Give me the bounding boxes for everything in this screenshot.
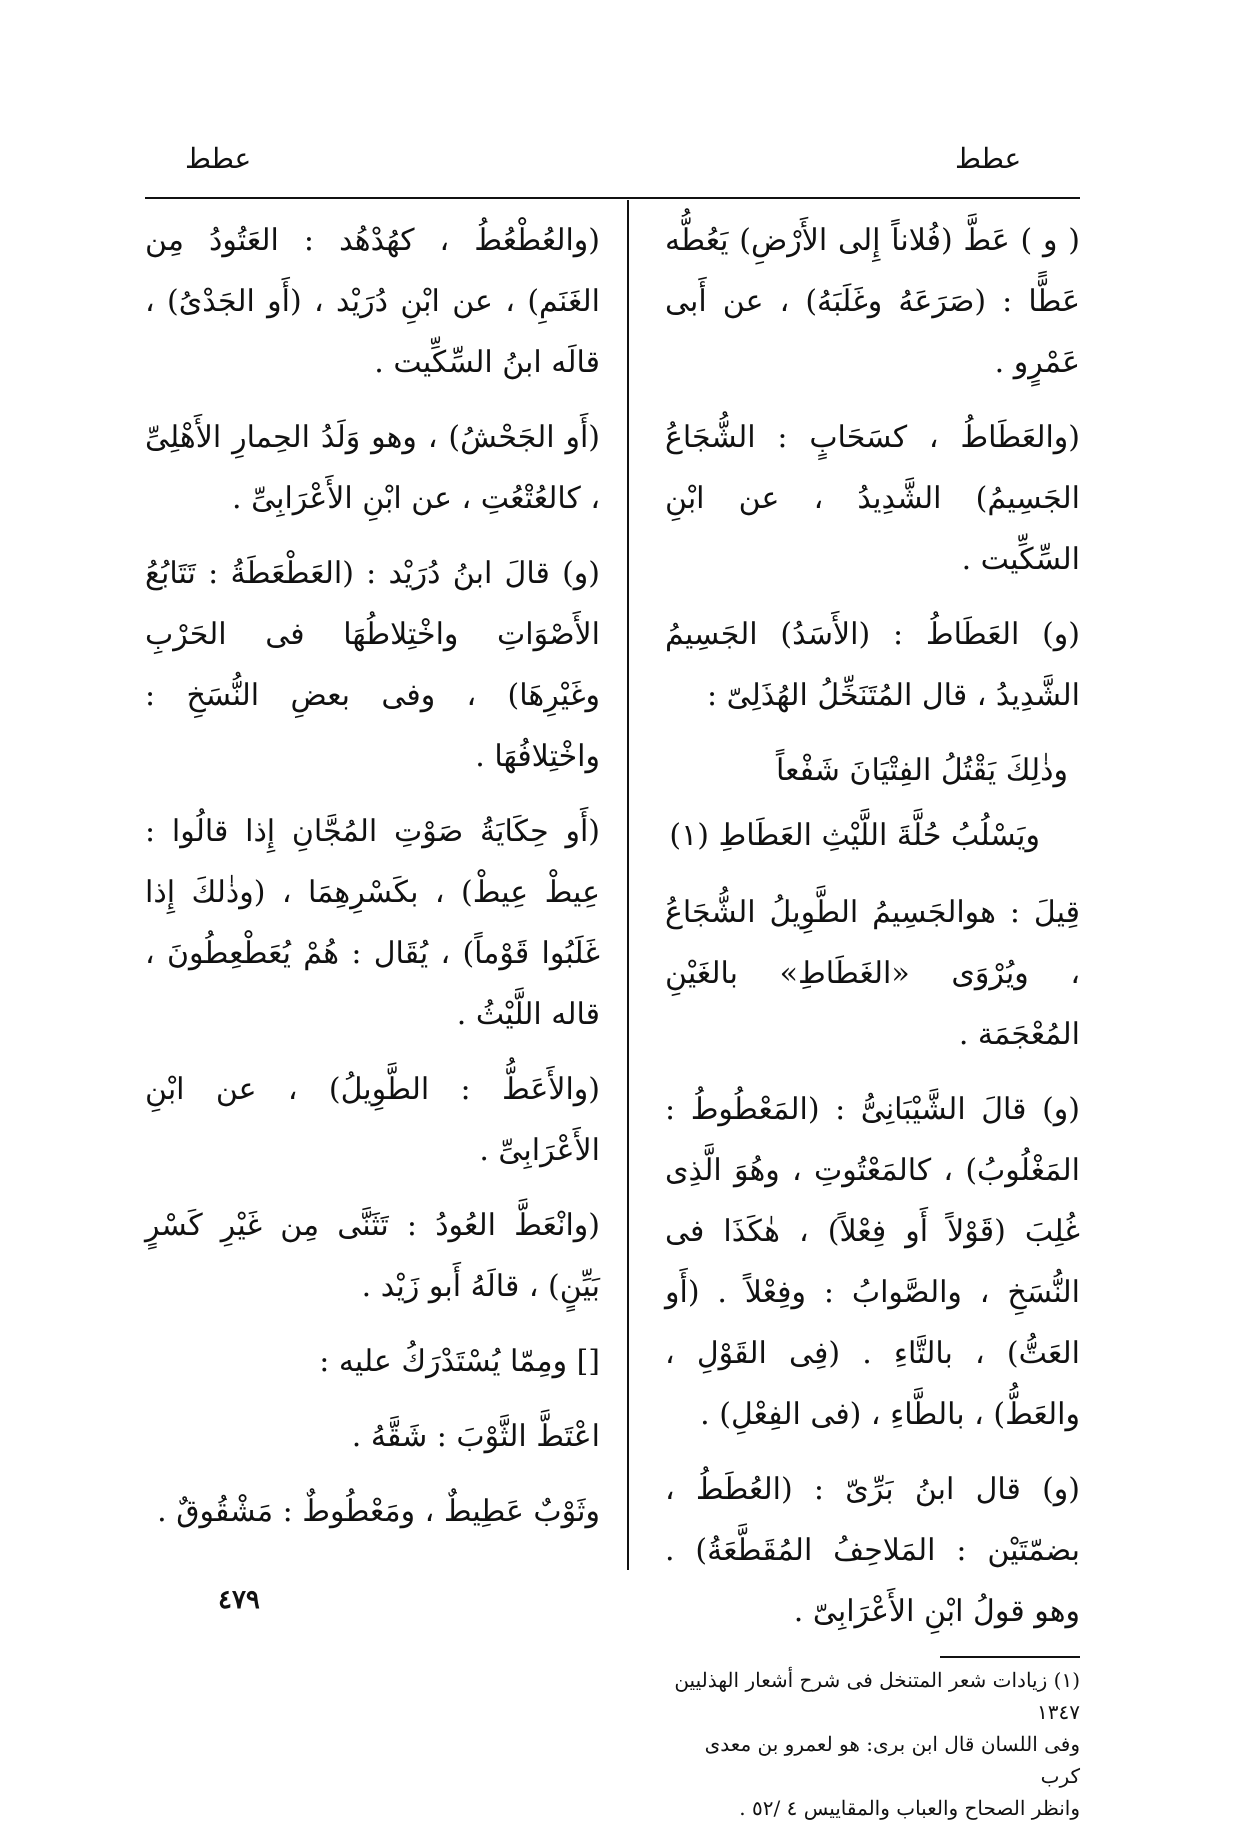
left-column (145, 210, 600, 1556)
entry-paragraph: [] ومِمّا يُسْتَدْرَكُ عليه : (319, 1344, 600, 1379)
entry-paragraph: (و) العَطَاطُ : (الأَسَدُ) الجَسِيمُ الشَّدِيدُ ، قال المُتَنَخِّلُ الهُذَلِىّ : (665, 617, 1080, 713)
entry-paragraph: (والعُطْعُطُ ، كهُدْهُد : العَتُودُ مِن الغَنَمِ) ، عن ابْنِ دُرَيْد ، (أَو الجَدْىُ) ، قالَه ابنُ السِّكِّيت . (145, 223, 600, 380)
header-rule (145, 197, 1080, 199)
footnote-line: (١) زيادات شعر المتنخل فى شرح أشعار الهذليين ١٣٤٧ (674, 1668, 1080, 1724)
header-left-word: عطط (185, 142, 252, 175)
entry-paragraph: (و) قال ابنُ بَرِّىّ : (العُطَطُ ، بضمّتَيْن : المَلاحِفُ المُقَطَّعَةُ) . وهو قولُ ابْنِ الأَعْرَابِىّ . (665, 1472, 1080, 1629)
footnote-rule (940, 1656, 1080, 1658)
entry-paragraph: (و) قالَ الشَّيْبَانِىُّ : (المَعْطُوطُ : المَغْلُوبُ) ، كالمَعْتُوتِ ، وهُوَ الَّذِى غُلِبَ (قَوْلاً أَو فِعْلاً) ، هٰكَذَا فى النُّسَخِ ، والصَّوابُ : وفِعْلاً . (أَو العَتُّ) ، بالتَّاءِ . (فِى القَوْلِ ، والعَطُّ) ، بالطَّاءِ ، (فى الفِعْلِ) . (665, 1092, 1080, 1432)
entry-paragraph: (والعَطَاطُ ، كسَحَابٍ : الشُّجَاعُ الجَسِيمُ) الشَّدِيدُ ، عن ابْنِ السِّكِّيت . (665, 420, 1080, 577)
entry-paragraph: (أَو حِكَايَةُ صَوْتِ المُجَّانِ إِذا قالُوا : عِيطْ عِيطْ) ، بكَسْرِهِمَا ، (وذٰلكَ إِذا غَلَبُوا قَوْماً) ، يُقَال : هُمْ يُعَطْعِطُونَ ، قاله اللَّيْثُ . (145, 814, 600, 1032)
entry-paragraph: وثَوْبٌ عَطِيطٌ ، ومَعْطُوطٌ : مَشْقُوقٌ . (157, 1494, 600, 1529)
footnote-line: وانظر الصحاح والعباب والمقاييس ٤ /٥٢ . (739, 1796, 1080, 1820)
entry-paragraph: اعْتَطَّ الثَّوْبَ : شَقَّهُ . (351, 1419, 600, 1454)
footnote (665, 1664, 1080, 1824)
entry-paragraph: (وانْعَطَّ العُودُ : تَثَنَّى مِن غَيْرِ كَسْرٍ بَيِّنٍ) ، قالَهُ أَبو زَيْد . (145, 1208, 600, 1304)
verse-line: ويَسْلُبُ حُلَّةَ اللَّيْثِ العَطَاطِ (١) (669, 818, 1040, 853)
entry-paragraph: (و) قالَ ابنُ دُرَيْد : (العَطْعَطَةُ : تَتَابُعُ الأَصْوَاتِ واخْتِلاطُهَا فى الحَرْبِ وغَيْرِهَا) ، وفى بعضِ النُّسَخِ : واخْتِلافُهَا . (145, 556, 600, 774)
column-divider (627, 200, 629, 1570)
right-column (665, 210, 1080, 1824)
entry-paragraph: (والأَعَطُّ : الطَّوِيلُ) ، عن ابْنِ الأَعْرَابِىِّ . (145, 1072, 600, 1168)
page-number: ٤٧٩ (218, 1585, 260, 1615)
entry-paragraph: ( و ) عَطَّ (فُلاناً إِلى الأَرْضِ) يَعُطُّه عَطًّا : (صَرَعَهُ وغَلَبَهُ) ، عن أَبى عَمْرٍو . (665, 223, 1080, 380)
footnote-line: وفى اللسان قال ابن برى: هو لعمرو بن معدى كرب (704, 1732, 1080, 1788)
entry-paragraph: (أَو الجَحْشُ) ، وهو وَلَدُ الحِمارِ الأَهْلِىِّ ، كالعُتْعُتِ ، عن ابْنِ الأَعْرَابِىِّ . (145, 420, 600, 516)
verse-line: وذٰلِكَ يَقْتُلُ الفِتْيَانَ شَفْعاً (775, 753, 1068, 788)
header-right-word: عطط (955, 142, 1022, 175)
entry-paragraph: قِيلَ : هوالجَسِيمُ الطَّوِيلُ الشُّجَاعُ ، ويُرْوَى «الغَطَاطِ» بالغَيْنِ المُعْجَمَة . (665, 895, 1080, 1052)
